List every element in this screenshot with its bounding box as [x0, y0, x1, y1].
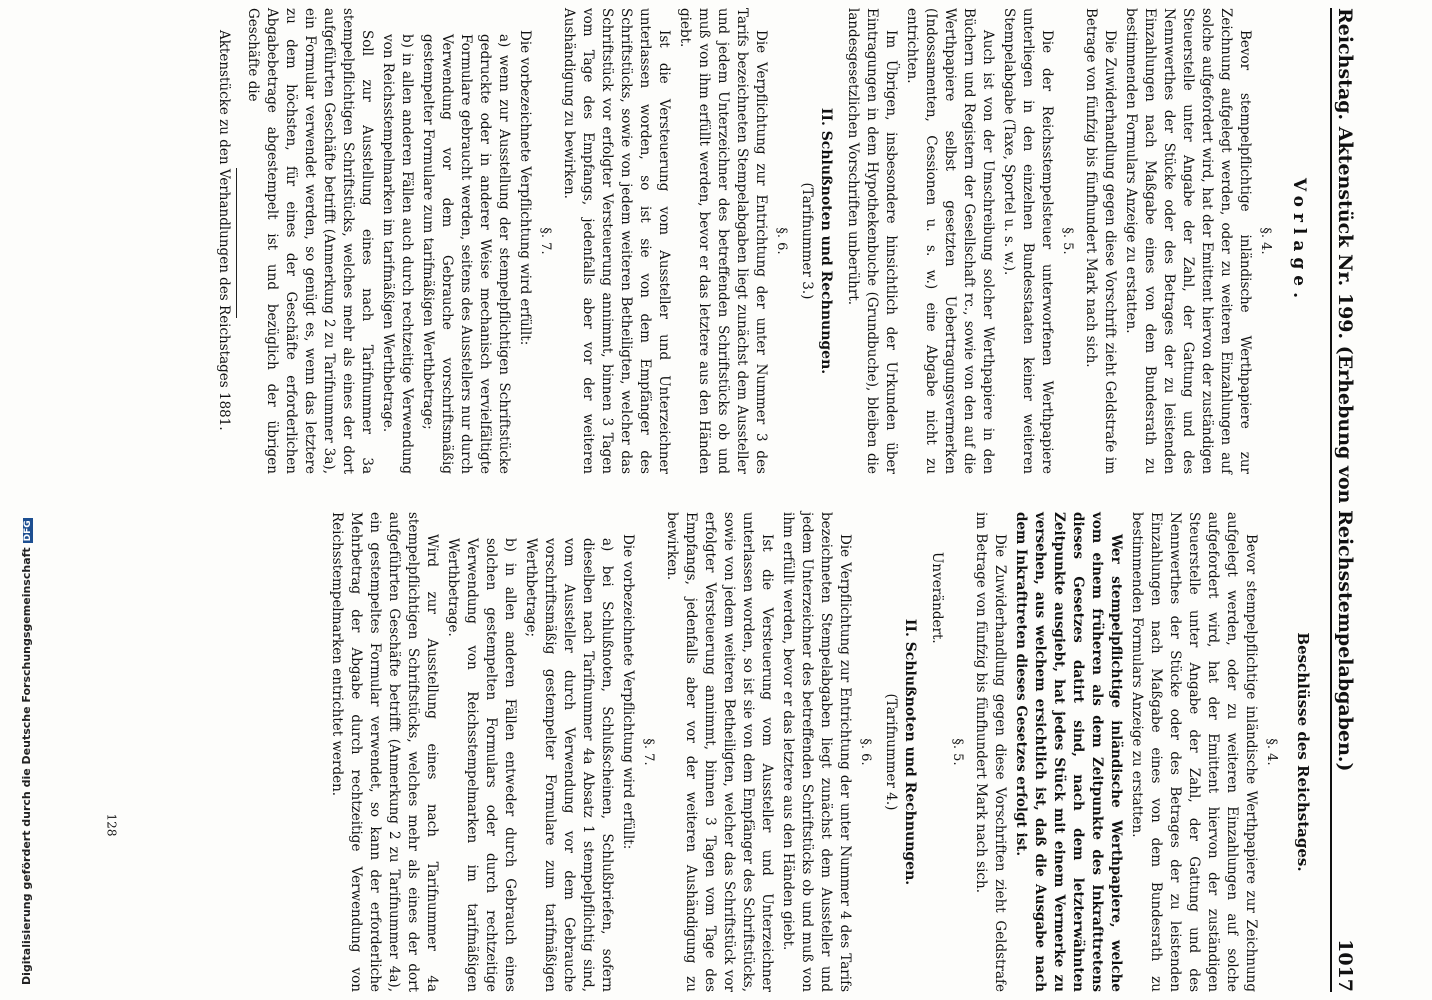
left-s7-paragraph: Soll zur Ausstellung eines nach Tarifnummer 3a stempelpflichtigen Schriftstücks, welches mehr als eines der dort aufgeführten Geschäfte betrifft (Anmerkung 2 zu Tarifnummer 3a), ein Formular verwendet werden, so genügt es, wenn das letztere zu dem höchsten, für eines der Geschäfte erforderlichen Abgabebetrage abgestempelt ist und bezüglich der übrigen Geschäfte die [245, 8, 375, 474]
right-s4-bold-text: Wer stempelpflichtige inländische Werthpapiere, welche vom einem früheren als dem Zeitpunkte des Inkrafttretens dieses Gesetzes datirt sind, nach dem letzterwähnten Zeitpunkte ausgiebt, hat jedes Stück mit einem Vermerke zu versehen, aus welchem ersichtlich ist, daß die Ausgabe nach dem Inkrafttreten dieses Gesetzes erfolgt ist. [1013, 512, 1124, 992]
header-rule [1330, 8, 1332, 992]
footer-number: 128 [104, 813, 119, 837]
right-column-beschluesse [325, 512, 1326, 992]
right-s6-heading: §. 6. [858, 738, 873, 766]
left-column-title: Vorlage. [1289, 177, 1309, 305]
right-s7-paragraph: Wird zur Ausstellung eines nach Tarifnummer 4a stempelpflichtigen Schriftstücks, welches mehr als eines der dort aufgeführten Geschäfte betrifft (Anmerkung 2 zu Tarifnummer 4a), ein gestempeltes Formular verwendet, so kann der erforderliche Mehrbetrag der Abgabe durch rechtzeitige Verwendung von Reichsstempelmarken entrichtet werden. [329, 512, 440, 992]
page-number: 1017 [1334, 939, 1356, 992]
left-column-vorlage [212, 8, 1326, 474]
right-section-ii-heading: II. Schlußnoten und Rechnungen. [902, 618, 918, 886]
rotated-page-content [92, 8, 1362, 992]
right-s7-item-b: b) in allen anderen Fällen entweder durch Gebrauch eines solchen gestempelten Formulars oder durch rechtzeitige Verwendung von Reichsstempelmarken im tarifmäßigen Werthbetrage. [445, 538, 518, 992]
left-s4-heading: §. 4. [1258, 227, 1273, 255]
left-s7-intro: Die vorbezeichnete Verpflichtung wird erfüllt: [517, 30, 533, 346]
right-s6-paragraph: Die Verpflichtung zur Entrichtung der unter Nummer 4 des Tarifs bezeichneten Stempelabgaben liegt zunächst dem Aussteller und jedem Unterzeichner des betreffenden Schriftstücks ob und muß von ihm erfüllt werden, bevor er das letztere aus den Händen giebt. [780, 512, 853, 992]
page-header: Reichstag. Aktenstück Nr. 199. (Erhebung von Reichsstempelabgaben.) [1334, 8, 1356, 772]
digitization-sidebar [0, 0, 33, 1000]
left-s4-paragraph: Bevor stempelpflichtige inländische Werthpapiere zur Zeichnung aufgelegt werden, oder zu weiteren Einzahlungen auf solche aufgefordert wird, hat der Emittent hiervon der zuständigen Steuerstelle unter Angabe der Zahl, der Gattung und des Nennwerthes der Stücke oder des Betrages der zu leistenden Einzahlungen nach Maßgabe eines von dem Bundesrath zu bestimmenden Formulars Anzeige zu erstatten. [1123, 8, 1253, 474]
right-s6-paragraph-2: Ist die Versteuerung vom Aussteller und Unterzeichner unterlassen worden, so ist sie von dem Empfänger des Schriftstücks, sowie von jedem weiteren Betheiligten, welcher das Schriftstück vor erfolgter Versteuerung annimmt, binnen 3 Tagen vom Tage des Empfangs, jedenfalls aber vor der weiteren Aushändigung zu bewirken. [664, 512, 775, 992]
left-section-ii-heading: II. Schlußnoten und Rechnungen. [818, 107, 834, 375]
left-s7-item-b: b) in allen anderen Fällen auch durch rechtzeitige Verwendung von Reichsstempelmarken im tarifmäßigen Werthbetrage. [380, 34, 415, 474]
left-s5-paragraph-3: Im Übrigen, insbesondere hinsichtlich der Urkunden über Eintragungen in dem Hypothekenbuche (Grundbuche), bleiben die landesgesetzlichen Vorschriften unberührt. [845, 8, 899, 474]
left-s5-heading: §. 5. [1060, 227, 1075, 255]
right-s4-paragraph: Bevor stempelpflichtige inländische Werthpapiere zur Zeichnung aufgelegt werden, oder zu weiteren Einzahlungen auf solche aufgefordert wird, hat der Emittent hiervon der zuständigen Steuerstelle unter Angabe der Zahl, der Gattung und des Nennwerthes der Stücke oder des Betrages der zu leistenden Einzahlungen nach Maßgabe eines von dem Bundesrath zu bestimmenden Formulars Anzeige zu erstatten. [1129, 512, 1259, 992]
dfg-logo: DFG [23, 520, 33, 542]
right-s7-item-a: a) bei Schlußnoten, Schlußscheinen, Schlußbriefen, sofern dieselben nach Tarifnummer 4a Absatz 1 stempelpflichtig sind, vom Aussteller durch Verwendung vor dem Gebrauche vorschriftsmäßig gestempelter Formulare zum tarifmäßigen Werthbetrage; [523, 538, 615, 992]
right-s4-heading: §. 4. [1264, 738, 1279, 766]
left-s5-paragraph: Die der Reichsstempelsteuer unterworfenen Werthpapiere unterliegen in den einzelnen Bundesstaaten keiner weiteren Stempelabgabe (Taxe, Sportel u. s. w.). [1001, 8, 1055, 474]
right-s4-bold-paragraph [1011, 512, 1125, 992]
right-s5-unchanged: Unverändert. [929, 552, 945, 644]
right-s4-paragraph-2: Die Zuwiderhandlung gegen diese Vorschriften zieht Geldstrafe im Betrage von fünfzig bis fünfhundert Mark nach sich. [973, 512, 1008, 992]
left-s6-paragraph: Die Verpflichtung zur Entrichtung der unter Nummer 3 des Tarifs bezeichneten Stempelabgaben liegt zunächst dem Aussteller und jedem Unterzeichner des betreffenden Schriftstücks ob und muß von ihm erfüllt werden, bevor er das letztere aus den Händen giebt. [677, 8, 769, 474]
right-column-title: Beschlüsse des Reichstages. [1294, 632, 1312, 872]
right-s7-heading: §. 7. [641, 738, 656, 766]
left-s7-heading: §. 7. [538, 227, 553, 255]
left-section-ii-tariff: (Tarifnummer 3.) [799, 182, 815, 300]
digitization-credit-text: Digitalisierung gefördert durch die Deutsche Forschungsgemeinschaft [20, 547, 33, 985]
left-footnote: Aktenstücke zu den Verhandlungen des Reichstages 1881. [216, 30, 232, 431]
right-section-ii-tariff: (Tarifnummer 4.) [883, 693, 899, 811]
left-s7-item-a: a) wenn zur Ausstellung der stempelpflichtigen Schriftstücke gedruckte oder in anderer Weise mechanisch vervielfältigte Formulare gebraucht werden, seitens des Ausstellers nur durch Verwendung vor dem Gebrauche vorschriftsmäßig gestempelter Formulare zum tarifmäßigen Werthbetrage; [420, 34, 512, 474]
left-s4-paragraph-2: Die Zuwiderhandlung gegen diese Vorschrift zieht Geldstrafe im Betrage von fünfzig bis fünfhundert Mark nach sich. [1083, 8, 1118, 474]
digitization-credit [20, 518, 33, 985]
left-s5-paragraph-2: Auch ist von der Umschreibung solcher Werthpapiere in den Büchern und Registern der Gesellschaft rc., sowie von den auf die Werthpapiere selbst gesetzten Uebertragungsvermerken (Indossamenten, Cessionen u. s. w.) eine Abgabe nicht zu entrichten. [904, 8, 996, 474]
right-s7-intro: Die vorbezeichnete Verpflichtung wird erfüllt: [620, 534, 636, 850]
left-s6-paragraph-2: Ist die Versteuerung vom Aussteller und Unterzeichner unterlassen worden, so ist sie von dem Empfänger des Schriftstücks, sowie von jedem weiteren Betheiligten, welcher das Schriftstück vor erfolgter Versteuerung annimmt, binnen 3 Tagen vom Tage des Empfangs, jedenfalls aber vor der weiteren Aushändigung zu bewirken. [561, 8, 672, 474]
footnote-divider [236, 168, 237, 318]
left-s6-heading: §. 6. [774, 227, 789, 255]
right-s5-heading: §. 5. [950, 738, 965, 766]
